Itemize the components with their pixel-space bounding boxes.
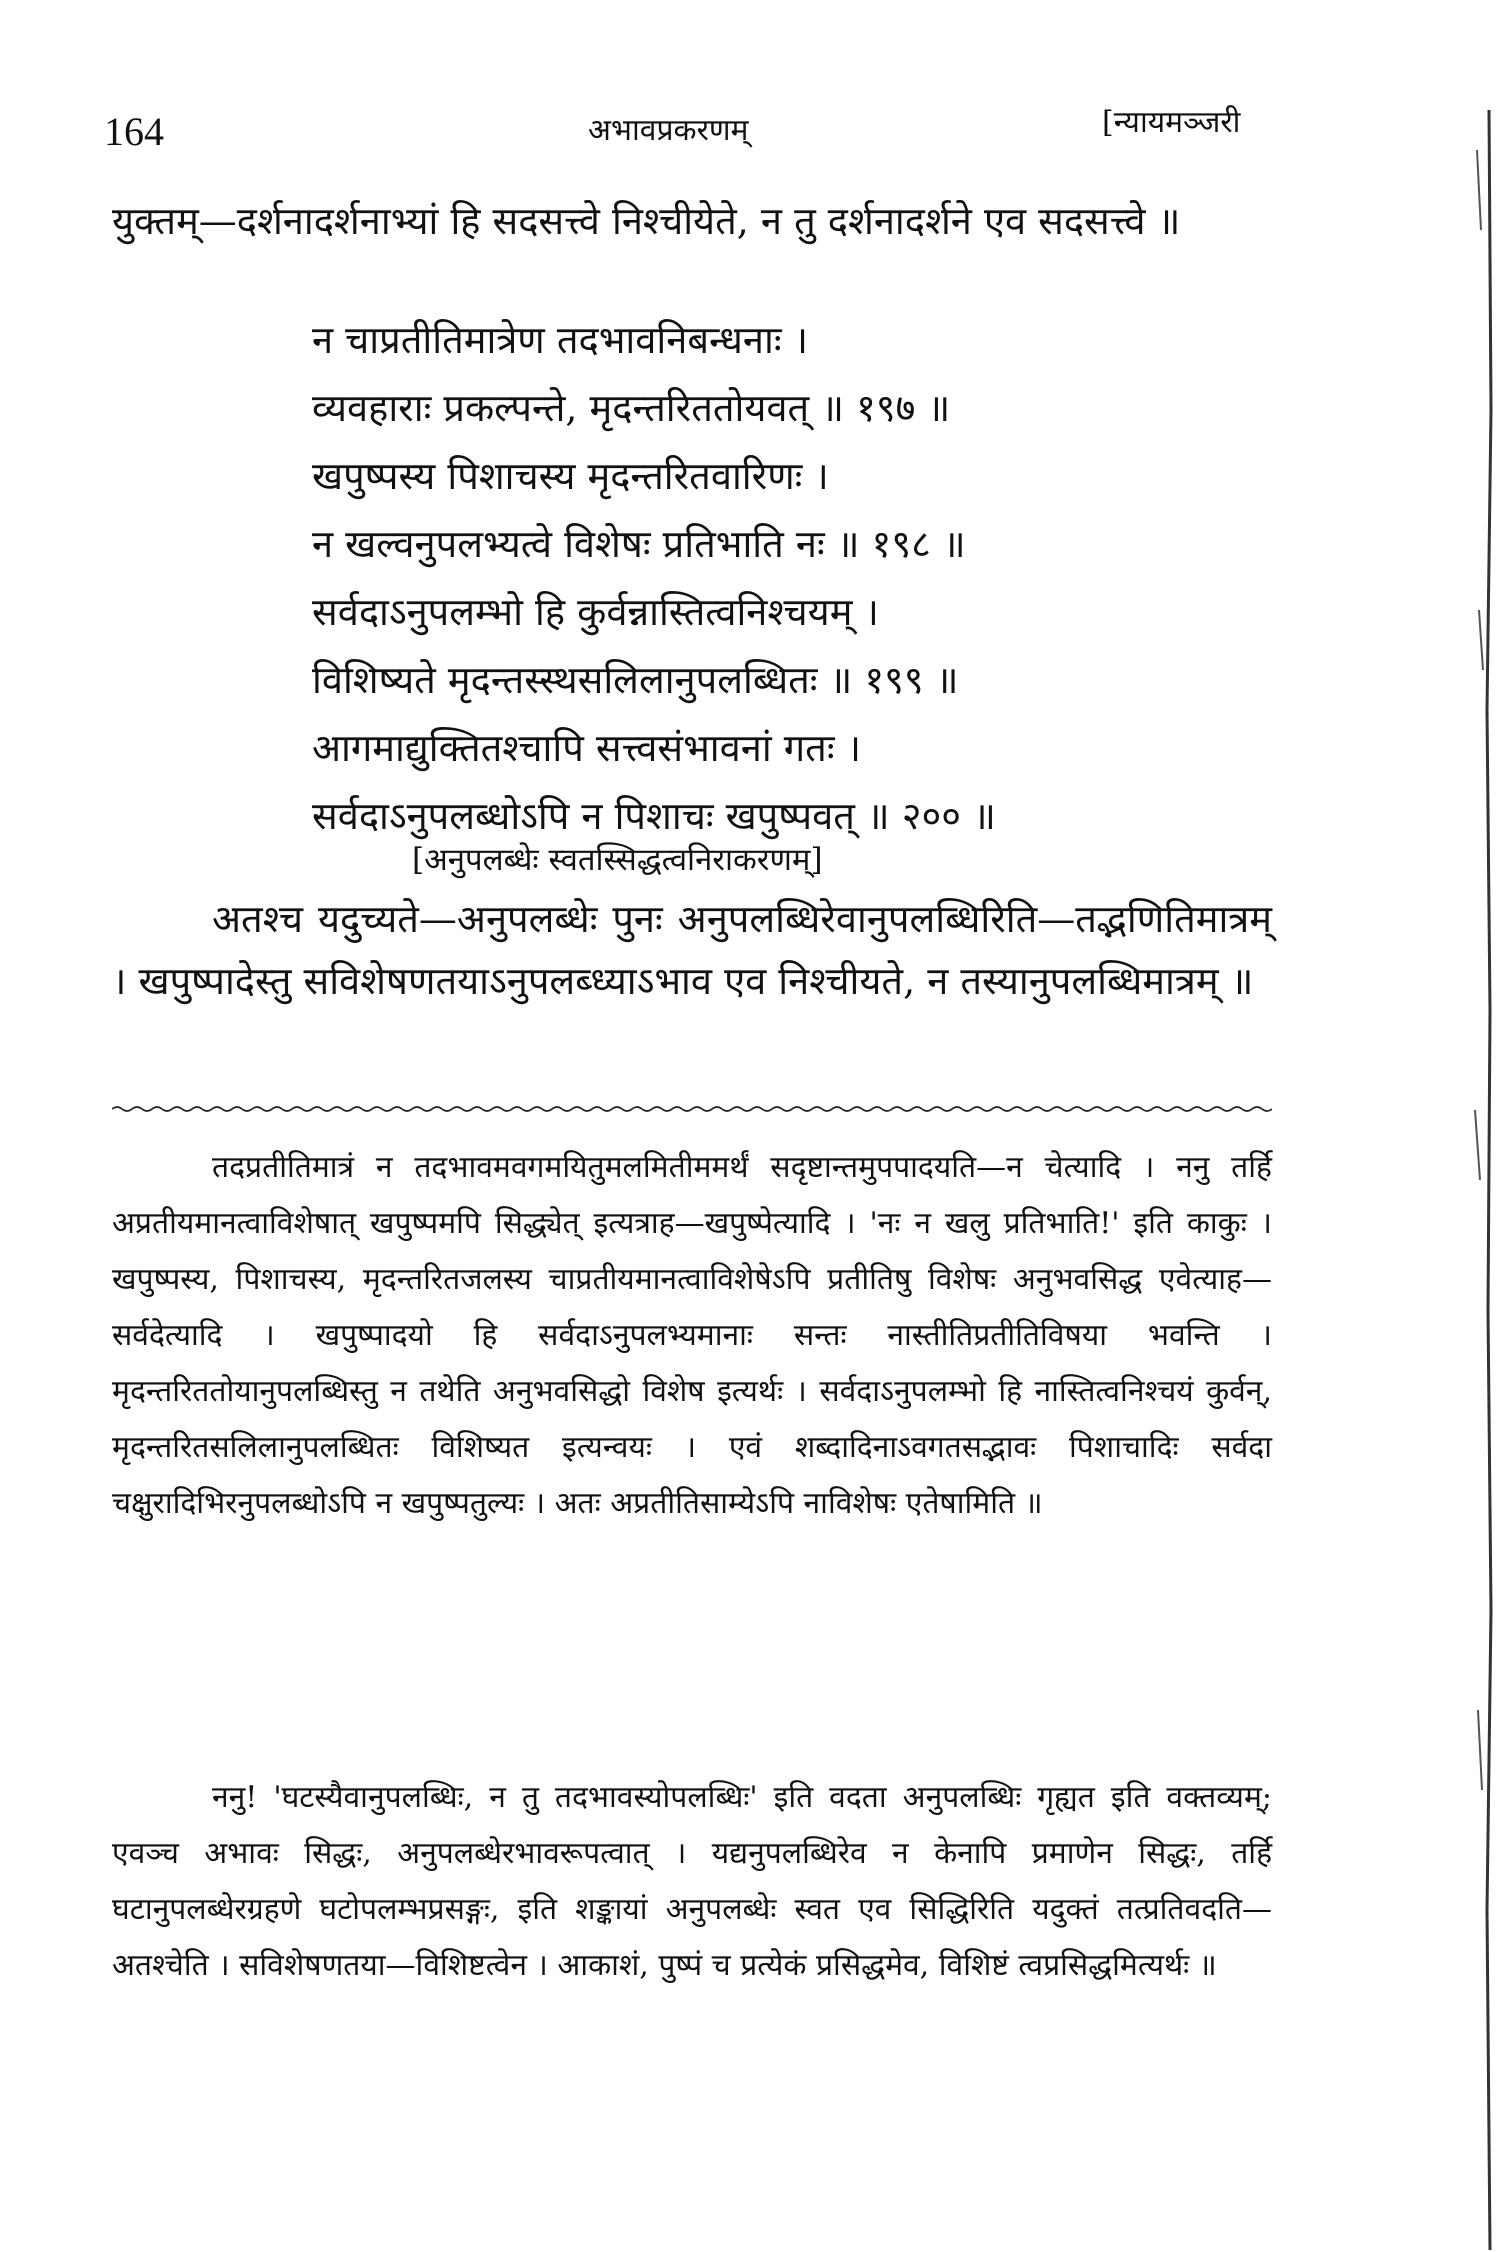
commentary-paragraph: ननु! 'घटस्यैवानुपलब्धिः, न तु तदभावस्योपलब्धिः' इति वदता अनुपलब्धिः गृह्यत इति वक्तव्यम्; एवञ्च अभावः सिद्धः, अनुपलब्धेरभावरूपत्वात् । यद्यनुपलब्धिरेव न केनापि प्रमाणेन सिद्धः, तर्हि घटानुपलब्धेरग्रहणे घटोपलम्भप्रसङ्गः, इति शङ्कायां अनुपलब्धेः स्वत एव सिद्धिरिति यदुक्तं तत्प्रतिवदति—अतश्चेति । सविशेषणतया—विशिष्टत्वेन । आकाशं, पुष्पं च प्रत्येकं प्रसिद्धमेव, विशिष्टं त्वप्रसिद्धमित्यर्थः ॥	[112, 1780, 1272, 1983]
verse-line: आगमाद्युक्तितश्चापि सत्त्वसंभावनां गतः ।	[312, 726, 861, 770]
commentary-paragraph: तदप्रतीतिमात्रं न तदभावमवगमयितुमलमितीममर्थं सदृष्टान्तमुपपादयति—न चेत्यादि । ननु तर्हि अप्रतीयमानत्वाविशेषात् खपुष्पमपि सिद्ध्येत् इत्यत्राह—खपुष्पेत्यादि । 'नः न खलु प्रतिभाति!' इति काकुः । खपुष्पस्य, पिशाचस्य, मृदन्तरितजलस्य चाप्रतीयमानत्वाविशेषेऽपि प्रतीतिषु विशेषः अनुभवसिद्ध एवेत्याह—सर्वदेत्यादि । खपुष्पादयो हि सर्वदाऽनुपलभ्यमानाः सन्तः नास्तीतिप्रतीतिविषया भवन्ति । मृदन्तरिततोयानुपलब्धिस्तु न तथेति अनुभवसिद्धो विशेष इत्यर्थः । सर्वदाऽनुपलम्भो हि नास्तित्वनिश्चयं कुर्वन्, मृदन्तरितसलिलानुपलब्धितः विशिष्यत इत्यन्वयः । एवं शब्दादिनाऽवगतसद्भावः पिशाचादिः सर्वदा चक्षुरादिभिरनुपलब्धोऽपि न खपुष्पतुल्यः । अतः अप्रतीतिसाम्येऽपि नाविशेषः एतेषामिति ॥	[112, 1150, 1272, 1521]
verse-line: व्यवहाराः प्रकल्पन्ते, मृदन्तरिततोयवत् ॥ १९७ ॥	[312, 386, 951, 430]
binding-edge	[1469, 110, 1509, 2250]
verse-line: सर्वदाऽनुपलम्भो हि कुर्वन्नास्तित्वनिश्चयम् ।	[312, 590, 879, 634]
opening-paragraph: युक्तम्—दर्शनादर्शनाभ्यां हि सदसत्त्वे निश्चीयेते, न तु दर्शनादर्शने एव सदसत्त्वे ॥	[112, 199, 1181, 243]
verse-line: विशिष्यते मृदन्तस्स्थसलिलानुपलब्धितः ॥ १९९ ॥	[312, 658, 959, 702]
verse-block	[312, 306, 1252, 850]
running-head-book: [न्यायमञ्जरी	[1102, 105, 1241, 140]
running-head-chapter: अभावप्रकरणम्	[588, 113, 749, 148]
section-subheading: [अनुपलब्धेः स्वतस्सिद्धत्वनिराकरणम्]	[412, 842, 823, 878]
main-paragraph: अतश्च यदुच्यते—अनुपलब्धेः पुनः अनुपलब्धिरेवानुपलब्धिरिति—तद्भणितिमात्रम् । खपुष्पादेस्तु सविशेषणतयाऽनुपलब्ध्याऽभाव एव निश्चीयते, न तस्यानुपलब्धिमात्रम् ॥	[112, 897, 1272, 1003]
verse-line: सर्वदाऽनुपलब्धोऽपि न पिशाचः खपुष्पवत् ॥ २०० ॥	[312, 794, 996, 838]
verse-line: खपुष्पस्य पिशाचस्य मृदन्तरितवारिणः ।	[312, 454, 829, 498]
verse-line: न खल्वनुपलभ्यत्वे विशेषः प्रतिभाति नः ॥ १९८ ॥	[312, 522, 966, 566]
page-number: 164	[104, 109, 164, 154]
wavy-divider	[112, 1104, 1272, 1114]
verse-line: न चाप्रतीतिमात्रेण तदभावनिबन्धनाः ।	[312, 318, 809, 362]
